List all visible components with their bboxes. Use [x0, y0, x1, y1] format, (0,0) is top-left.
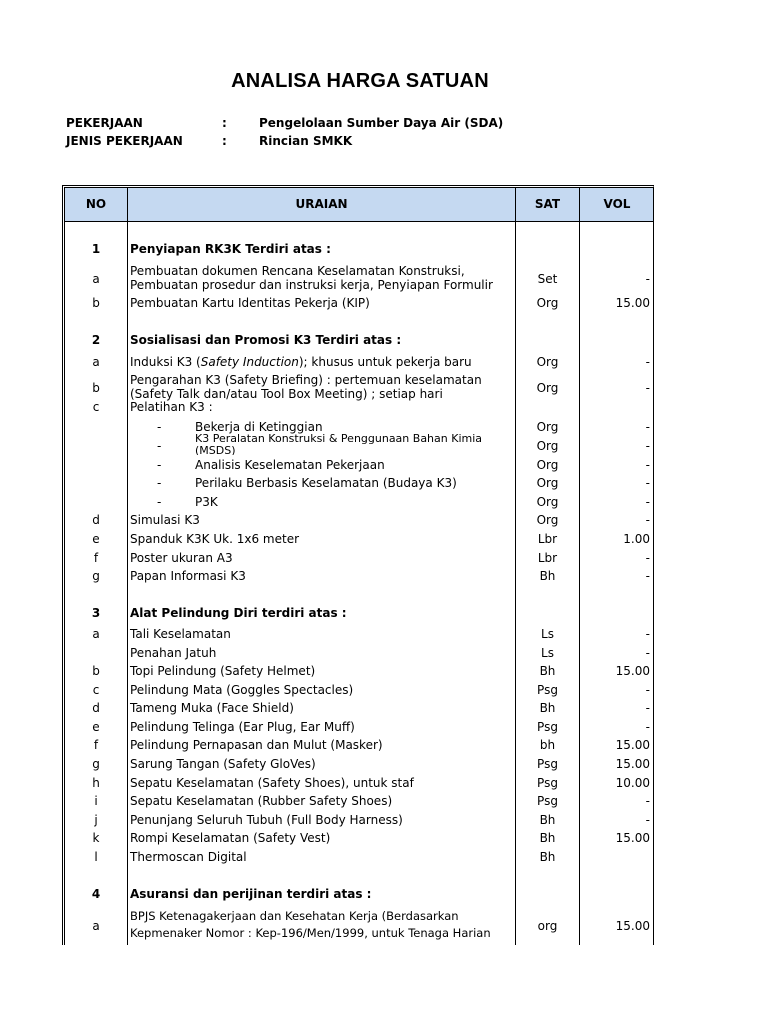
- row-description: Rompi Keselamatan (Safety Vest): [130, 831, 331, 845]
- row-description: K3 Peralatan Konstruksi & Penggunaan Bahan Kimia (MSDS): [195, 433, 483, 455]
- row-unit: Org: [536, 355, 559, 369]
- row-number: e: [92, 532, 100, 546]
- header-vol: VOL: [603, 197, 631, 211]
- jenis-pekerjaan-value: Rincian SMKK: [259, 134, 353, 148]
- row-number: i: [94, 794, 98, 808]
- section-heading: Asuransi dan perijinan terdiri atas :: [130, 887, 372, 901]
- description-part: ); khusus untuk pekerja baru: [298, 355, 472, 369]
- bullet-dash: -: [157, 458, 162, 472]
- row-description: P3K: [195, 495, 218, 509]
- pekerjaan-colon: :: [222, 116, 227, 130]
- row-unit: bh: [539, 738, 556, 752]
- row-number: l: [94, 850, 98, 864]
- row-number: h: [92, 776, 100, 790]
- row-unit: Psg: [537, 757, 558, 771]
- row-number: a: [92, 355, 100, 369]
- row-volume: -: [645, 476, 650, 490]
- row-description: Simulasi K3: [130, 513, 200, 527]
- row-description: Pembuatan dokumen Rencana Keselamatan Konstruksi, Pembuatan prosedur dan instruksi kerja, Penyiapan Formulir: [130, 264, 493, 292]
- header-no: NO: [85, 197, 107, 211]
- row-description: Penunjang Seluruh Tubuh (Full Body Harness): [130, 813, 403, 827]
- row-description: Spanduk K3K Uk. 1x6 meter: [130, 532, 300, 546]
- column-divider: [127, 188, 128, 945]
- row-volume: -: [645, 458, 650, 472]
- row-volume: -: [645, 272, 650, 286]
- row-unit: Ls: [541, 627, 554, 641]
- row-volume: -: [645, 439, 650, 453]
- row-number: d: [92, 701, 100, 715]
- row-unit: org: [537, 919, 558, 933]
- row-description: Tameng Muka (Face Shield): [130, 701, 294, 715]
- row-volume: -: [645, 355, 650, 369]
- row-unit: Bh: [539, 850, 556, 864]
- row-unit: Org: [536, 296, 559, 310]
- row-unit: Org: [536, 495, 559, 509]
- bullet-dash: -: [157, 439, 162, 453]
- row-number: j: [94, 813, 98, 827]
- bullet-dash: -: [157, 495, 162, 509]
- row-number: b: [92, 664, 100, 678]
- row-description: Tali Keselamatan: [130, 627, 231, 641]
- row-volume: -: [645, 551, 650, 565]
- description-italic: Safety Induction: [200, 355, 299, 369]
- row-number: g: [92, 757, 100, 771]
- description-part: Induksi K3 (: [130, 355, 201, 369]
- row-unit: Bh: [539, 701, 556, 715]
- jenis-pekerjaan-colon: :: [222, 134, 227, 148]
- row-description: Sepatu Keselamatan (Rubber Safety Shoes): [130, 794, 393, 808]
- page-title: ANALISA HARGA SATUAN: [231, 70, 489, 92]
- row-number: e: [92, 720, 100, 734]
- row-unit: Set: [537, 272, 558, 286]
- row-description: Bekerja di Ketinggian: [195, 420, 323, 434]
- row-volume: -: [645, 420, 650, 434]
- row-number: 3: [91, 606, 101, 620]
- row-number: c: [92, 683, 100, 697]
- row-volume: -: [645, 646, 650, 660]
- row-number: g: [92, 569, 100, 583]
- row-number: 1: [91, 242, 101, 256]
- row-unit: Psg: [537, 776, 558, 790]
- row-volume: 15.00: [615, 664, 650, 678]
- row-description: Pelindung Mata (Goggles Spectacles): [130, 683, 354, 697]
- row-unit: Org: [536, 513, 559, 527]
- row-unit: Org: [536, 439, 559, 453]
- row-description: Pengarahan K3 (Safety Briefing) : pertemuan keselamatan (Safety Talk dan/atau Tool Box Meeting) ; setiap hari: [130, 373, 482, 401]
- row-unit: Psg: [537, 720, 558, 734]
- row-number: a: [92, 919, 100, 933]
- row-volume: 15.00: [615, 738, 650, 752]
- row-unit: Bh: [539, 831, 556, 845]
- jenis-pekerjaan-label: JENIS PEKERJAAN: [66, 134, 183, 148]
- row-unit: Lbr: [537, 532, 558, 546]
- row-description: Papan Informasi K3: [130, 569, 246, 583]
- row-number: b: [92, 381, 100, 395]
- row-description: Pelindung Telinga (Ear Plug, Ear Muff): [130, 720, 355, 734]
- row-unit: Bh: [539, 664, 556, 678]
- section-heading: Sosialisasi dan Promosi K3 Terdiri atas :: [130, 333, 402, 347]
- row-volume: -: [645, 569, 650, 583]
- row-unit: Bh: [539, 813, 556, 827]
- row-unit: Org: [536, 476, 559, 490]
- row-unit: Ls: [541, 646, 554, 660]
- row-description: BPJS Ketenagakerjaan dan Kesehatan Kerja (Berdasarkan Kepmenaker Nomor : Kep-196/Men/1999, untuk Tenaga Harian: [130, 909, 491, 940]
- row-volume: -: [645, 627, 650, 641]
- analysis-table: [62, 185, 654, 945]
- row-number: c: [92, 400, 100, 414]
- header-sat: SAT: [534, 197, 561, 211]
- row-unit: Psg: [537, 794, 558, 808]
- row-number: k: [92, 831, 100, 845]
- row-description: Pelatihan K3 :: [130, 400, 213, 414]
- row-volume: 15.00: [615, 919, 650, 933]
- row-description: Thermoscan Digital: [130, 850, 247, 864]
- table-header: [65, 188, 653, 222]
- row-unit: Psg: [537, 683, 558, 697]
- row-number: b: [92, 296, 100, 310]
- row-volume: -: [645, 794, 650, 808]
- row-unit: Lbr: [537, 551, 558, 565]
- header-uraian: URAIAN: [295, 197, 348, 211]
- row-description: [130, 355, 514, 369]
- row-volume: 10.00: [615, 776, 650, 790]
- row-description: Penahan Jatuh: [130, 646, 217, 660]
- row-unit: Org: [536, 381, 559, 395]
- row-volume: 15.00: [615, 757, 650, 771]
- row-description: Sepatu Keselamatan (Safety Shoes), untuk staf: [130, 776, 414, 790]
- row-number: f: [93, 738, 99, 752]
- row-number: a: [92, 627, 100, 641]
- row-number: 2: [91, 333, 101, 347]
- row-volume: -: [645, 381, 650, 395]
- row-volume: 15.00: [615, 831, 650, 845]
- row-volume: -: [645, 720, 650, 734]
- pekerjaan-label: PEKERJAAN: [66, 116, 143, 130]
- row-description: Poster ukuran A3: [130, 551, 233, 565]
- row-number: 4: [91, 887, 101, 901]
- row-description: Sarung Tangan (Safety GloVes): [130, 757, 316, 771]
- row-unit: Org: [536, 458, 559, 472]
- row-volume: -: [645, 813, 650, 827]
- row-description: Topi Pelindung (Safety Helmet): [130, 664, 316, 678]
- row-volume: 1.00: [623, 532, 650, 546]
- row-volume: -: [645, 495, 650, 509]
- row-volume: 15.00: [615, 296, 650, 310]
- row-volume: -: [645, 683, 650, 697]
- row-description: Analisis Keselematan Pekerjaan: [195, 458, 385, 472]
- row-unit: Bh: [539, 569, 556, 583]
- row-number: d: [92, 513, 100, 527]
- pekerjaan-value: Pengelolaan Sumber Daya Air (SDA): [259, 116, 504, 130]
- bullet-dash: -: [157, 420, 162, 434]
- row-unit: Org: [536, 420, 559, 434]
- row-number: a: [92, 272, 100, 286]
- row-description: Pelindung Pernapasan dan Mulut (Masker): [130, 738, 383, 752]
- section-heading: Penyiapan RK3K Terdiri atas :: [130, 242, 331, 256]
- row-description: Perilaku Berbasis Keselamatan (Budaya K3): [195, 476, 457, 490]
- section-heading: Alat Pelindung Diri terdiri atas :: [130, 606, 347, 620]
- row-description: Pembuatan Kartu Identitas Pekerja (KIP): [130, 296, 370, 310]
- row-volume: -: [645, 513, 650, 527]
- bullet-dash: -: [157, 476, 162, 490]
- row-volume: -: [645, 701, 650, 715]
- row-number: f: [93, 551, 99, 565]
